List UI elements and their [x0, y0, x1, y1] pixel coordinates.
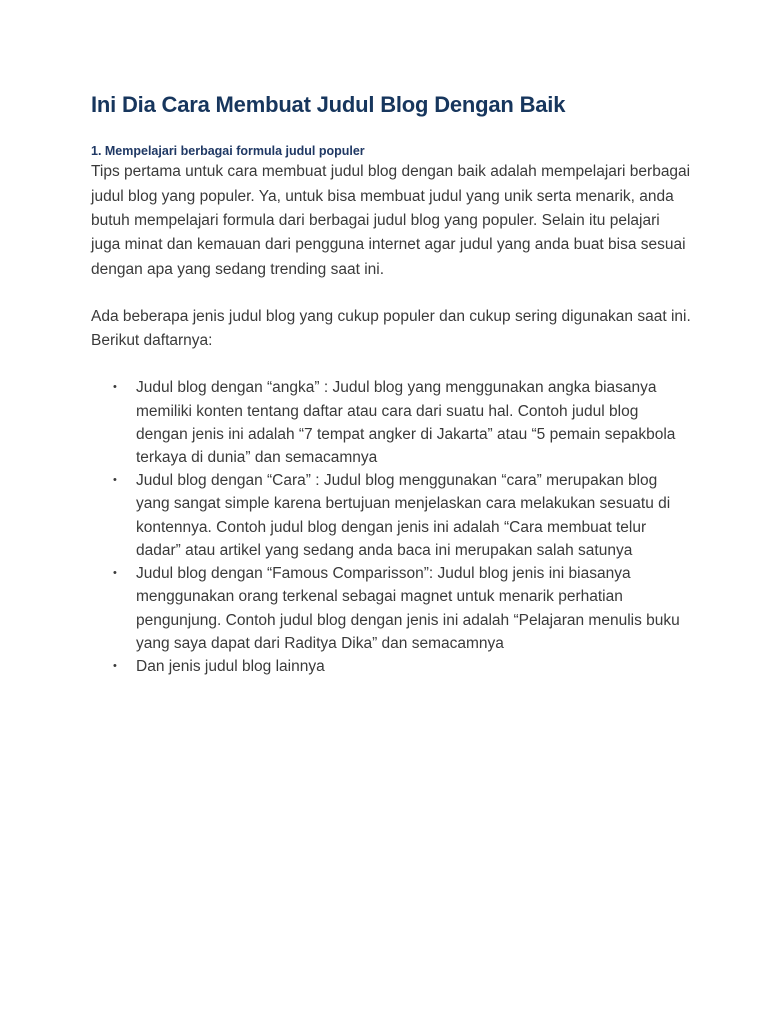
- bullet-text: Judul blog dengan “Famous Comparisson”: Judul blog jenis ini biasanya menggunakan orang terkenal sebagai magnet untuk menarik perhatian pengunjung. Contoh judul blog dengan jenis ini adalah “Pelajaran menulis buku yang saya dapat dari Raditya Dika” dan semacamnya: [136, 565, 680, 652]
- bullet-item: [91, 655, 691, 678]
- bullet-icon: •: [113, 659, 117, 672]
- section-heading: 1. Mempelajari berbagai formula judul populer: [91, 144, 365, 159]
- document-page: [91, 92, 691, 678]
- bullet-text: Dan jenis judul blog lainnya: [136, 657, 325, 675]
- bullet-icon: •: [113, 381, 117, 394]
- bullet-item: [91, 469, 691, 562]
- document-title: Ini Dia Cara Membuat Judul Blog Dengan Baik: [91, 92, 566, 117]
- bullet-text: Judul blog dengan “angka” : Judul blog yang menggunakan angka biasanya memiliki konten tentang daftar atau cara dari suatu hal. Contoh judul blog dengan jenis ini adalah “7 tempat angker di Jakarta” atau “5 pemain sepakbola terkaya di dunia” dan semacamnya: [136, 379, 676, 467]
- bullet-text: Judul blog dengan “Cara” : Judul blog menggunakan “cara” merupakan blog yang sangat simple karena bertujuan menjelaskan cara melakukan sesuatu di kontennya. Contoh judul blog dengan jenis ini adalah “Cara membuat telur dadar” atau artikel yang sedang anda baca ini merupakan salah satunya: [136, 472, 671, 559]
- bullet-icon: •: [113, 474, 117, 487]
- bullet-item: [91, 562, 691, 655]
- paragraph-intro: Tips pertama untuk cara membuat judul blog dengan baik adalah mempelajari berbagai judul blog yang populer. Ya, untuk bisa membuat judul yang unik serta menarik, anda butuh mempelajari formula dari berbagai judul blog yang populer. Selain itu pelajari juga minat dan kemauan dari pengguna internet agar judul yang anda buat bisa sesuai dengan apa yang sedang trending saat ini.: [91, 163, 691, 278]
- bullet-item: [91, 376, 691, 469]
- bullet-list: [91, 376, 691, 678]
- paragraph-list-intro: Ada beberapa jenis judul blog yang cukup populer dan cukup sering digunakan saat ini. Berikut daftarnya:: [91, 307, 691, 350]
- bullet-icon: •: [113, 567, 117, 580]
